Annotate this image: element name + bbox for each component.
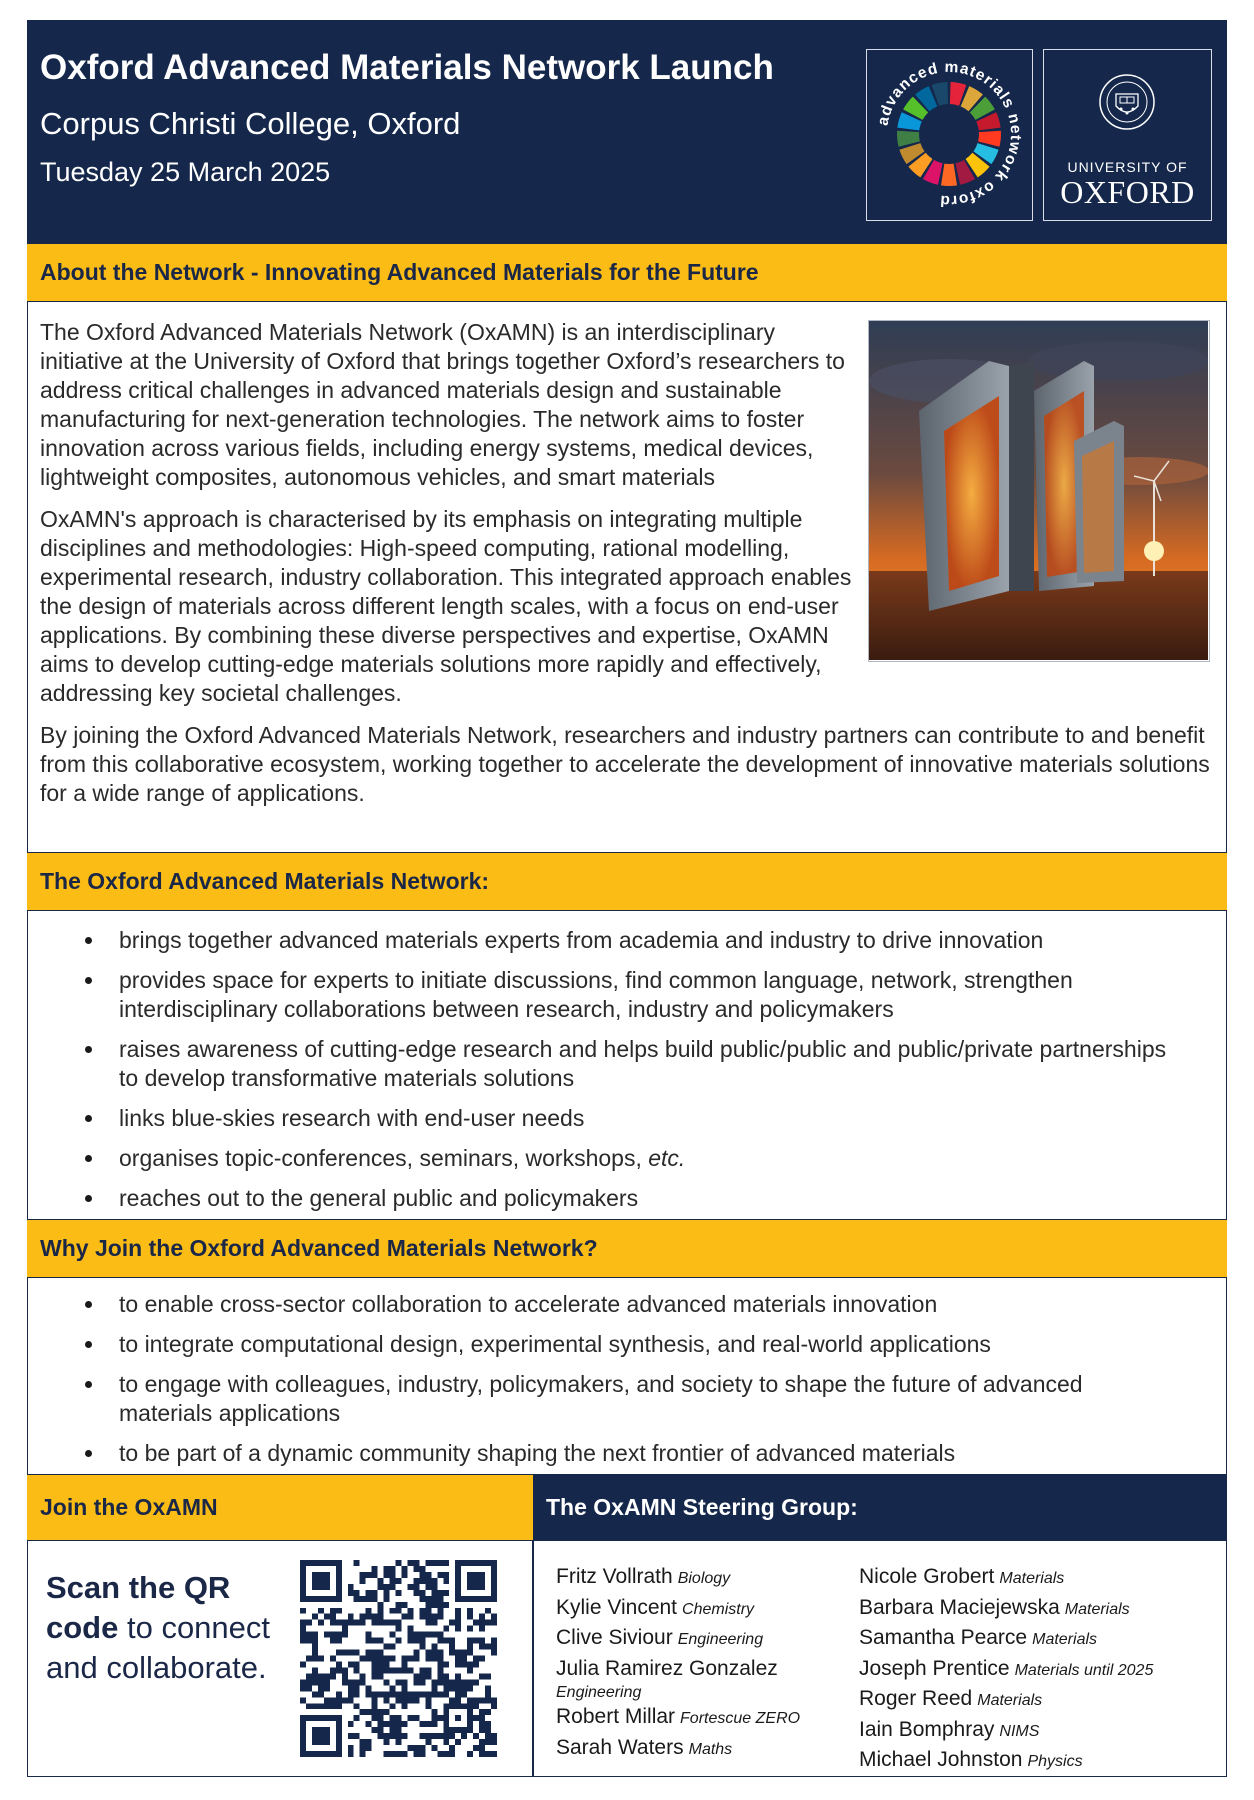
amn-logo-graphic: [867, 50, 1031, 219]
steering-member: Iain Bomphray NIMS: [859, 1717, 1040, 1741]
wheel-segment: [941, 164, 957, 186]
steering-member: Clive Siviour Engineering: [556, 1626, 764, 1649]
bullet-icon: [85, 1450, 92, 1457]
scan-instruction-rest: to connect and collaborate.: [46, 1610, 271, 1685]
oxford-logo-line1: UNIVERSITY OF: [1067, 159, 1188, 175]
event-venue: Corpus Christi College, Oxford: [40, 106, 461, 141]
list-item: raises awareness of cutting-edge research and helps build public/public and public/private partnerships to develop transformative materials solutions: [27, 1035, 1227, 1093]
why-heading-bar: [27, 1219, 1227, 1278]
steering-member: Barbara Maciejewska Materials: [859, 1595, 1130, 1619]
join-heading: Join the OxAMN: [40, 1494, 218, 1520]
steering-member: Roger Reed Materials: [859, 1687, 1043, 1710]
amn-logo-text: advanced materials network oxford: [874, 58, 1025, 210]
section-divider: [532, 1541, 534, 1777]
bullet-icon: [85, 1046, 92, 1053]
list-item: links blue-skies research with end-user needs: [27, 1104, 1227, 1133]
list-item: to be part of a dynamic community shaping the next frontier of advanced materials: [27, 1439, 1227, 1468]
scan-instruction-bold: Scan the QR code: [46, 1570, 231, 1645]
steering-member: Michael Johnston Physics: [859, 1748, 1083, 1771]
steering-member: Robert Millar Fortescue ZERO: [556, 1705, 801, 1728]
about-heading-bar: [27, 243, 1227, 302]
network-list: [27, 926, 1227, 1224]
join-heading-bar: [27, 1474, 533, 1541]
qr-code[interactable]: [300, 1560, 497, 1757]
list-item: provides space for experts to initiate discussions, find common language, network, strengthen interdisciplinary collaborations between research, industry and policymakers: [27, 966, 1227, 1024]
event-date: Tuesday 25 March 2025: [40, 157, 331, 187]
etc-text: etc.: [648, 1145, 686, 1171]
list-item: to integrate computational design, experimental synthesis, and real-world applications: [27, 1330, 1227, 1359]
steering-member: Sarah Waters Maths: [556, 1735, 733, 1759]
steering-member: Nicole Grobert Materials: [859, 1565, 1065, 1588]
steering-member: Julia Ramirez Gonzalez Engineering: [556, 1656, 778, 1701]
steering-heading-bar: [533, 1474, 1227, 1541]
about-paragraph: The Oxford Advanced Materials Network (OxAMN) is an interdisciplinary initiative at the University of Oxford that brings together Oxford’s researchers to address critical challenges in advanced materials design and sustainable manufacturing for next-generation technologies. The network aims to foster innovation across various fields, including energy systems, medical devices, lightweight composites, autonomous vehicles, and smart materials: [40, 319, 845, 490]
network-heading-bar: [27, 852, 1227, 911]
list-item: organises topic-conferences, seminars, workshops, etc.: [27, 1144, 1227, 1173]
bullet-icon: [85, 1115, 92, 1122]
bullet-icon: [85, 1195, 92, 1202]
steering-member: Fritz Vollrath Biology: [556, 1565, 731, 1588]
oxford-logo-line2: OXFORD: [1060, 174, 1195, 210]
bullet-icon: [85, 1301, 92, 1308]
about-paragraph: By joining the Oxford Advanced Materials Network, researchers and industry partners can contribute to and benefit from this collaborative ecosystem, working together to accelerate the development of innovative materials solutions for a wide range of applications.: [40, 722, 1210, 806]
bullet-icon: [85, 1381, 92, 1388]
amn-logo: [866, 49, 1033, 221]
page-title: Oxford Advanced Materials Network Launch: [40, 48, 774, 87]
list-item: to engage with colleagues, industry, policymakers, and society to shape the future of advanced materials applications: [27, 1370, 1227, 1428]
oxford-logo: [1043, 49, 1212, 221]
scan-instruction: [46, 1568, 286, 1688]
list-item: to enable cross-sector collaboration to accelerate advanced materials innovation: [27, 1290, 1227, 1319]
bullet-icon: [85, 977, 92, 984]
steering-member: Joseph Prentice Materials until 2025: [859, 1656, 1154, 1680]
list-item: brings together advanced materials experts from academia and industry to drive innovation: [27, 926, 1227, 955]
steering-member: Samantha Pearce Materials: [859, 1626, 1098, 1649]
bullet-icon: [85, 1341, 92, 1348]
about-paragraph: OxAMN's approach is characterised by its emphasis on integrating multiple disciplines and methodologies: High-speed computing, rational modelling, experimental research, industry collaboration. This integrated approach enables the design of materials across different length scales, with a focus on end-user applications. By combining these diverse perspectives and expertise, OxAMN aims to develop cutting-edge materials solutions more rapidly and effectively, addressing key societal challenges.: [40, 506, 852, 706]
bullet-icon: [85, 1155, 92, 1162]
why-heading: Why Join the Oxford Advanced Materials Network?: [40, 1235, 598, 1261]
steering-heading: The OxAMN Steering Group:: [546, 1494, 858, 1520]
header-banner: [27, 20, 1227, 243]
steering-list-left: [556, 1563, 800, 1764]
sunset-buildings-illustration: [869, 321, 1208, 660]
why-list: [27, 1290, 1227, 1479]
about-heading: About the Network - Innovating Advanced Materials for the Future: [40, 259, 759, 285]
about-section: [40, 318, 1210, 821]
network-heading: The Oxford Advanced Materials Network:: [40, 868, 490, 894]
list-item: reaches out to the general public and policymakers: [27, 1184, 1227, 1213]
steering-list-right: [859, 1563, 1153, 1777]
steering-member: Kylie Vincent Chemistry: [556, 1595, 755, 1619]
materials-building-image: [868, 320, 1210, 662]
bullet-icon: [85, 937, 92, 944]
oxford-crest-icon: [1044, 50, 1210, 150]
